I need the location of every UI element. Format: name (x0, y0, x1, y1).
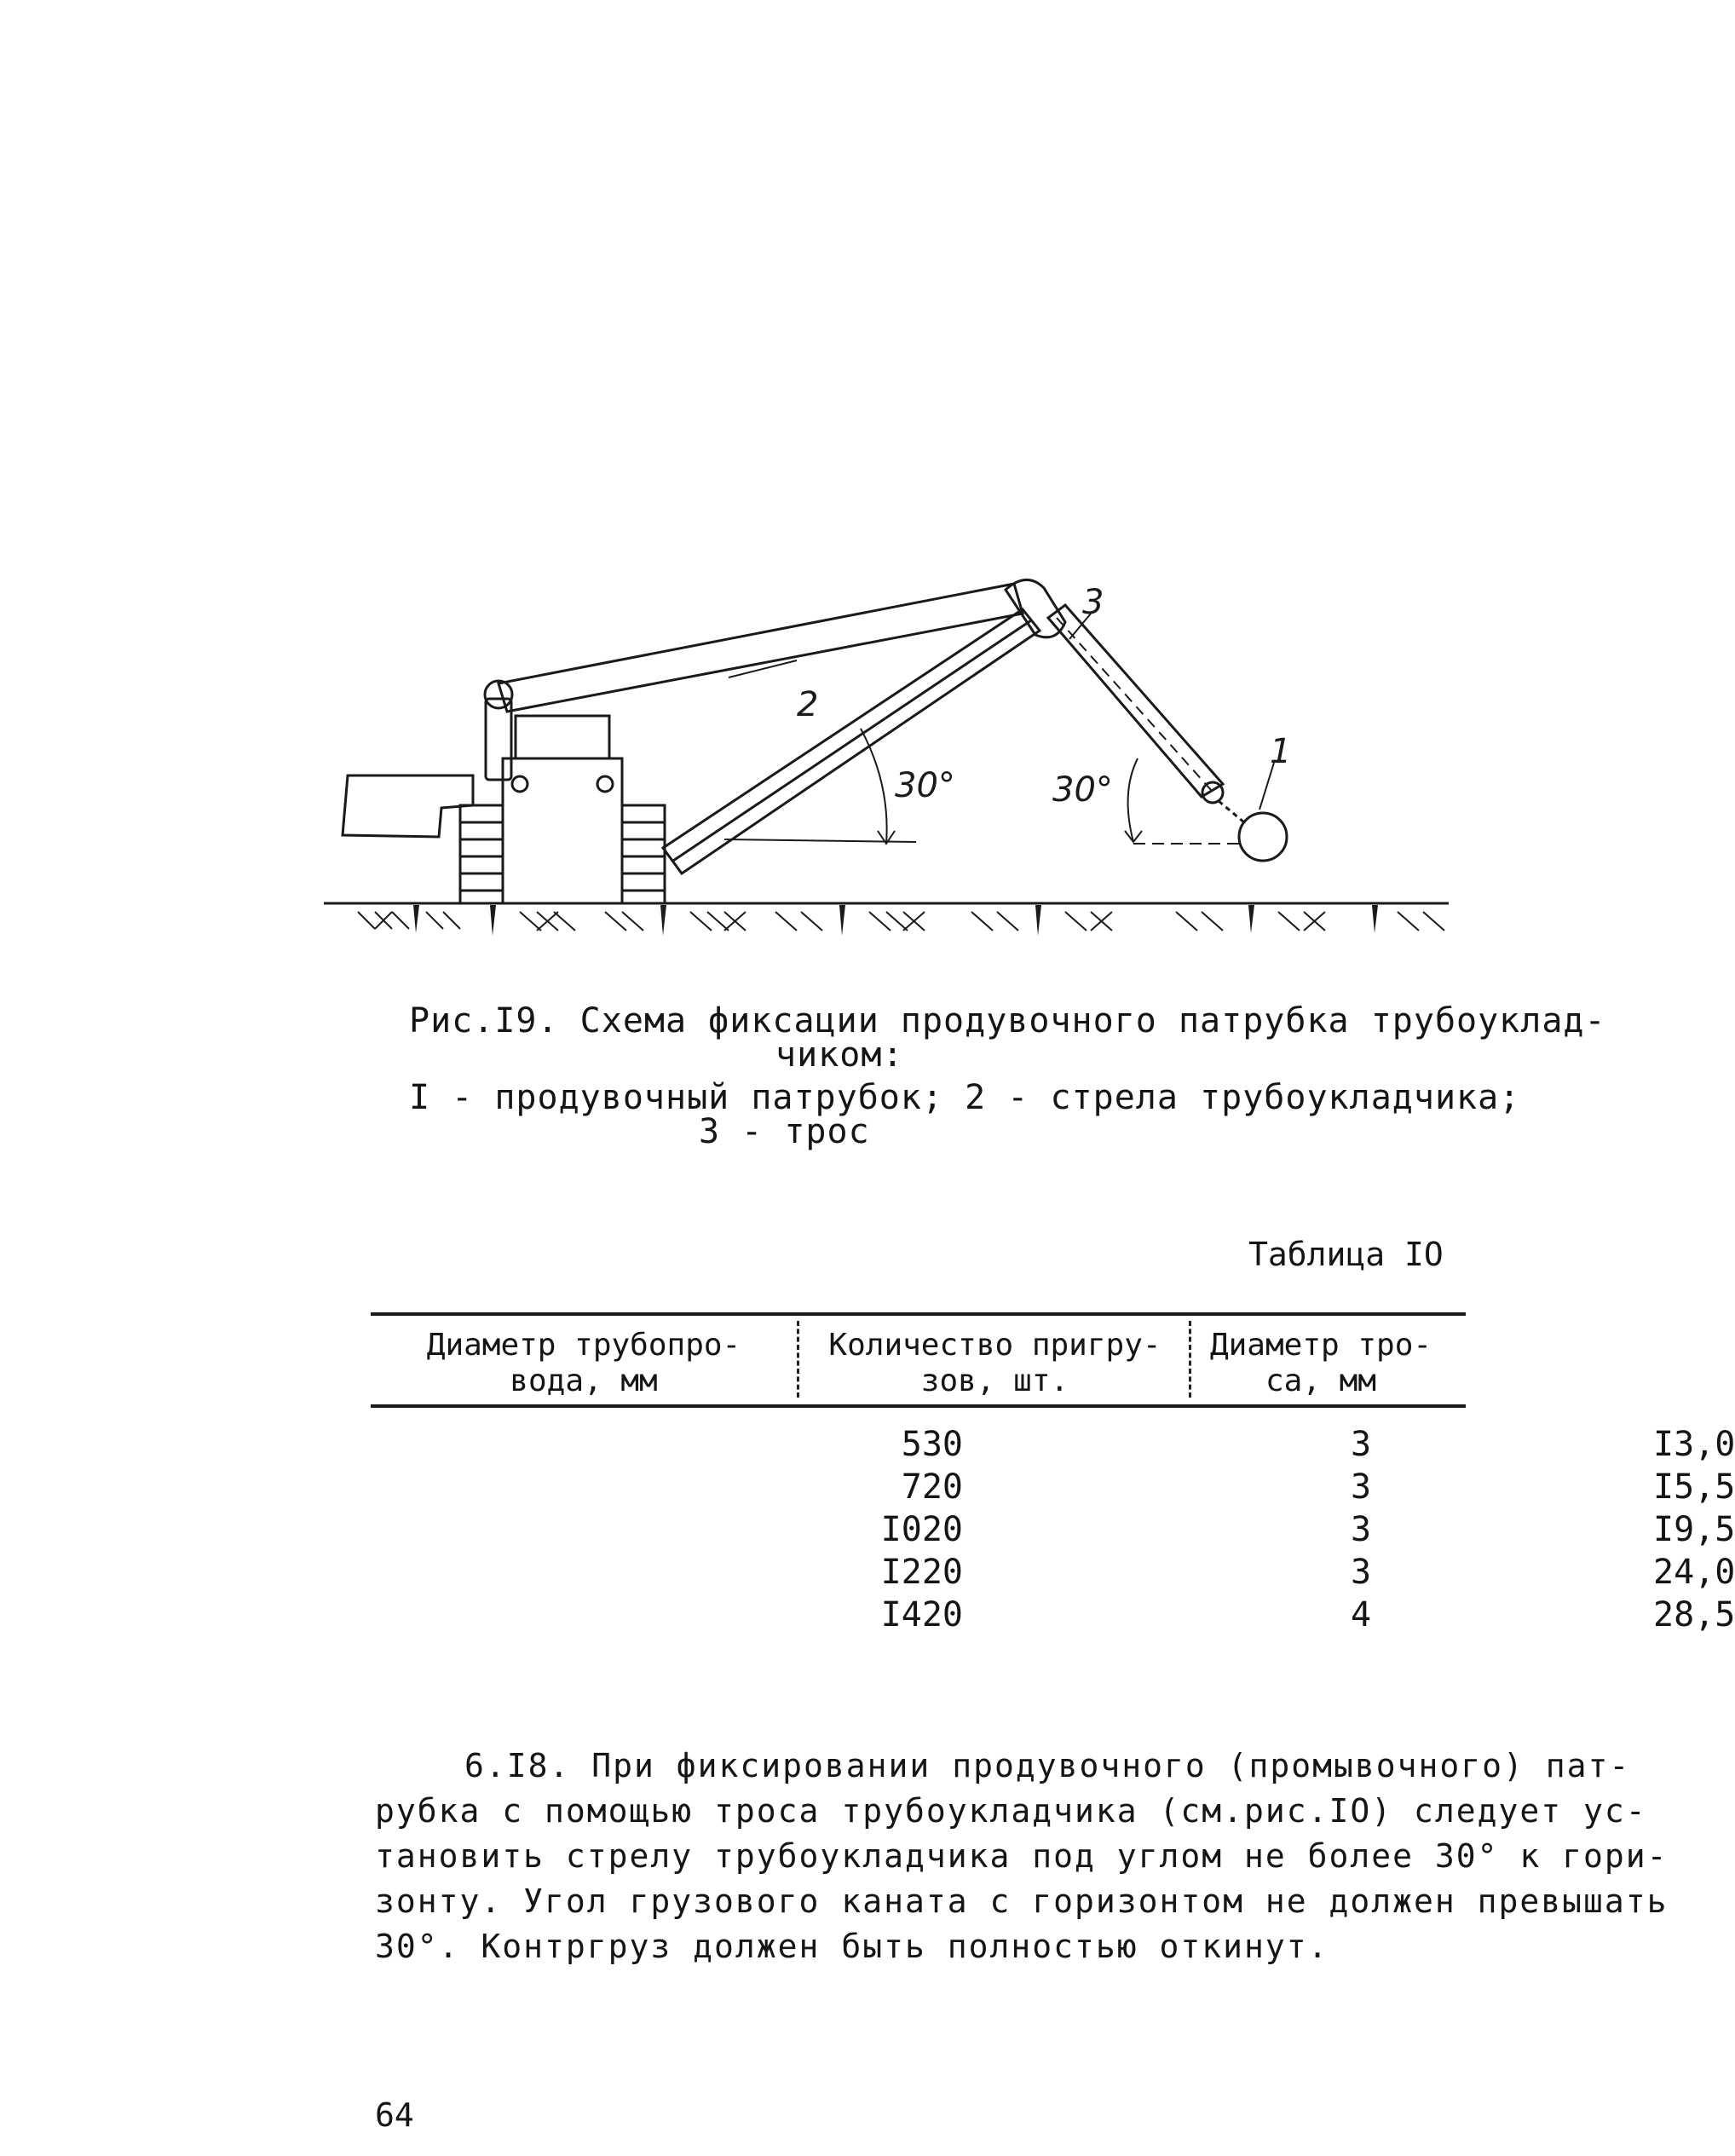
column-header-weights-count: Количество пригру- зов, шт. (828, 1328, 1161, 1398)
cell-pipe-diameter: I220 (880, 1553, 963, 1592)
angle-label-cable: 30° (1052, 770, 1113, 810)
table-row (371, 1595, 1735, 1638)
paragraph-line3: тановить стрелу трубоукладчика под углом не более 30° к гори- (375, 1837, 1669, 1875)
cell-weights-count: 3 (1351, 1425, 1372, 1464)
column-separator (1189, 1321, 1191, 1398)
table-top-rule (371, 1312, 1466, 1316)
column-header-pipe-diameter: Диаметр трубопро- вода, мм (426, 1328, 741, 1398)
label-1: 1 (1270, 732, 1292, 771)
table-row (371, 1553, 1735, 1595)
page-number: 64 (375, 2096, 414, 2134)
paragraph-line2: рубка с помощью троса трубоукладчика (см.рис.IO) следует ус- (375, 1792, 1647, 1830)
angle-label-boom: 30° (895, 766, 955, 805)
figure-caption-line3: I - продувочный патрубок; 2 - стрела трубоукладчика; (409, 1078, 1521, 1117)
cell-pipe-diameter: 720 (901, 1467, 963, 1507)
table-row (371, 1467, 1735, 1510)
cell-cable-diameter: I5,5 (1653, 1467, 1735, 1507)
paragraph-line4: зонту. Угол грузового каната с горизонтом не должен превышать (375, 1882, 1669, 1920)
table-header-rule (371, 1404, 1466, 1408)
paragraph-line5: 30°. Контргруз должен быть полностью откинут. (375, 1928, 1329, 1965)
label-3: 3 (1082, 583, 1104, 622)
figure-caption-line1: Рис.I9. Схема фиксации продувочного патрубка трубоуклад- (409, 1001, 1606, 1041)
cell-pipe-diameter: I020 (880, 1510, 963, 1549)
table-row (371, 1510, 1735, 1553)
column-header-cable-diameter: Диаметр тро- са, мм (1209, 1328, 1432, 1398)
cabin (503, 758, 622, 903)
label-2: 2 (797, 685, 819, 724)
cell-cable-diameter: 28,5 (1653, 1595, 1735, 1634)
cell-cable-diameter: 24,0 (1653, 1553, 1735, 1592)
paragraph-line1: 6.I8. При фиксировании продувочного (промывочного) пат- (464, 1747, 1631, 1784)
crawler-track-right (622, 805, 665, 903)
cell-weights-count: 3 (1351, 1467, 1372, 1507)
crawler-track-left (460, 805, 503, 903)
cell-cable-diameter: I3,0 (1653, 1425, 1735, 1464)
cell-weights-count: 4 (1351, 1595, 1372, 1634)
column-separator (797, 1321, 799, 1398)
ground-hatching (358, 912, 1444, 931)
blow-pipe-1 (1239, 813, 1287, 861)
cell-weights-count: 3 (1351, 1510, 1372, 1549)
counterweight (343, 775, 473, 837)
pipelayer-diagram (324, 537, 1483, 954)
cell-pipe-diameter: I420 (880, 1595, 963, 1634)
cell-pipe-diameter: 530 (901, 1425, 963, 1464)
table-caption: Таблица IO (1248, 1236, 1444, 1273)
figure-caption-line2: чиком: (775, 1035, 904, 1075)
cell-cable-diameter: I9,5 (1653, 1510, 1735, 1549)
figure-caption-line4: 3 - трос (699, 1112, 870, 1151)
upper-boom (499, 584, 1023, 712)
cell-weights-count: 3 (1351, 1553, 1372, 1592)
table-row (371, 1425, 1735, 1467)
